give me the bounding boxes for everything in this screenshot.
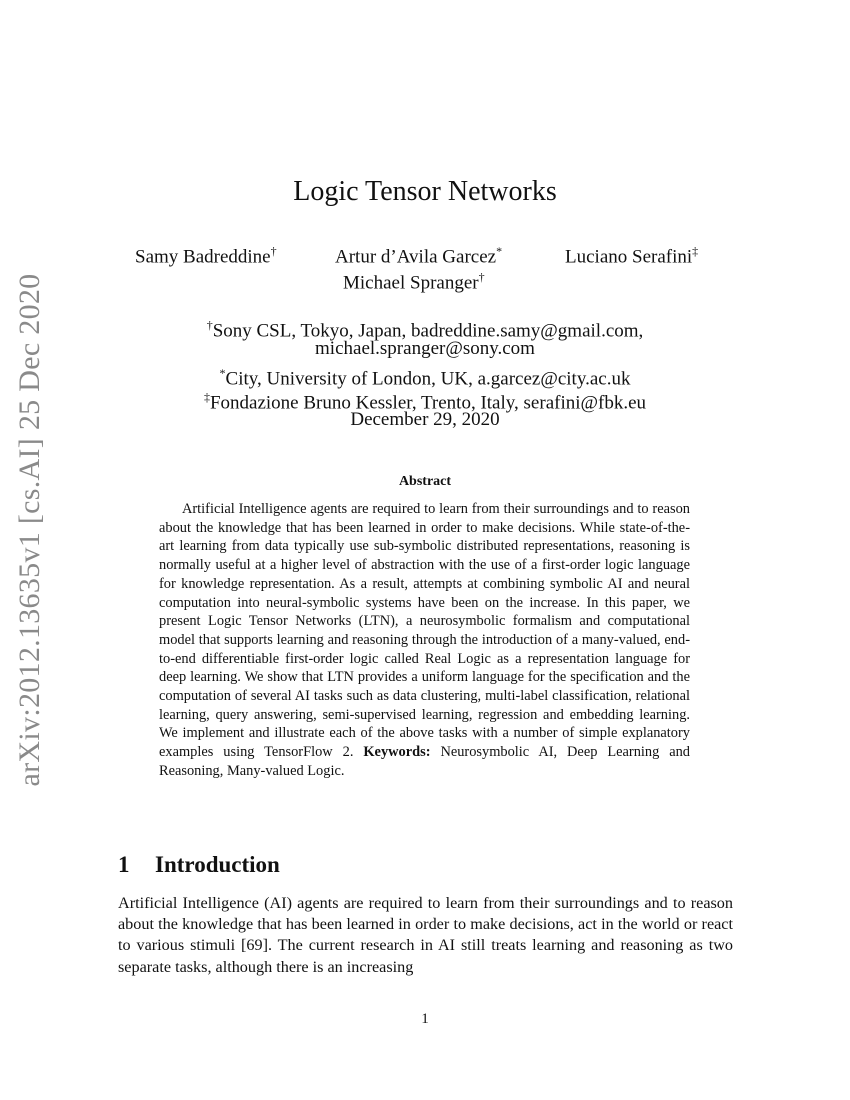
section-heading: 1 Introduction [118,852,280,877]
intro-paragraph: Artificial Intelligence (AI) agents are required to learn from their surroundings and to reason about the knowledge that has been learned in order to make decisions, act in the world or react to various stimuli [69]. The current research in AI still treats learning and reasoning as two separate tasks, although there is an increasing [118,894,733,976]
affiliation-sony: †Sony CSL, Tokyo, Japan, badreddine.samy@gmail.com, [206,318,644,342]
paper-date: December 29, 2020 [350,409,500,430]
affiliation-city: *City, University of London, UK, a.garcez@city.ac.uk [219,366,631,390]
paper-title: Logic Tensor Networks [293,176,557,207]
page-number: 1 [421,1011,429,1027]
abstract-heading: Abstract [398,474,452,489]
author-name: Luciano Serafini‡ [565,244,699,268]
abstract-body: Artificial Intelligence agents are required to learn from their surroundings and to reason about the knowledge that has been learned in order to make decisions. While state-of-the-art learning from data typically use sub-symbolic distributed representations, reasoning is normally useful at a higher level of abstraction with the use of a first-order logic language for knowledge representation. As a result, attempts at combining symbolic AI and neural computation into neural-symbolic systems have been on the increase. In this paper, we present Logic Tensor Networks (LTN), a neurosymbolic formalism and computational model that supports learning and reasoning through the introduction of a many-valued, end-to-end differentiable first-order logic called Real Logic as a representation language for deep learning. We show that LTN provides a uniform language for the specification and the computation of several AI tasks such as data clustering, multi-label classification, relational learning, query answering, semi-supervised learning, regression and embedding learning. We implement and illustrate each of the above tasks with a number of simple explanatory examples using TensorFlow 2. Keywords: Neurosymbolic AI, Deep Learning and Reasoning, Many-valued Logic. [159,501,690,779]
author-name: Samy Badreddine† [135,244,277,268]
author-name: Artur d’Avila Garcez* [335,244,503,268]
affiliation-fbk: ‡Fondazione Bruno Kessler, Trento, Italy, serafini@fbk.eu [203,390,647,414]
author-name: Michael Spranger† [343,270,485,294]
affiliation-sony-email: michael.spranger@sony.com [315,338,535,359]
keywords-label: Keywords: [363,744,431,761]
